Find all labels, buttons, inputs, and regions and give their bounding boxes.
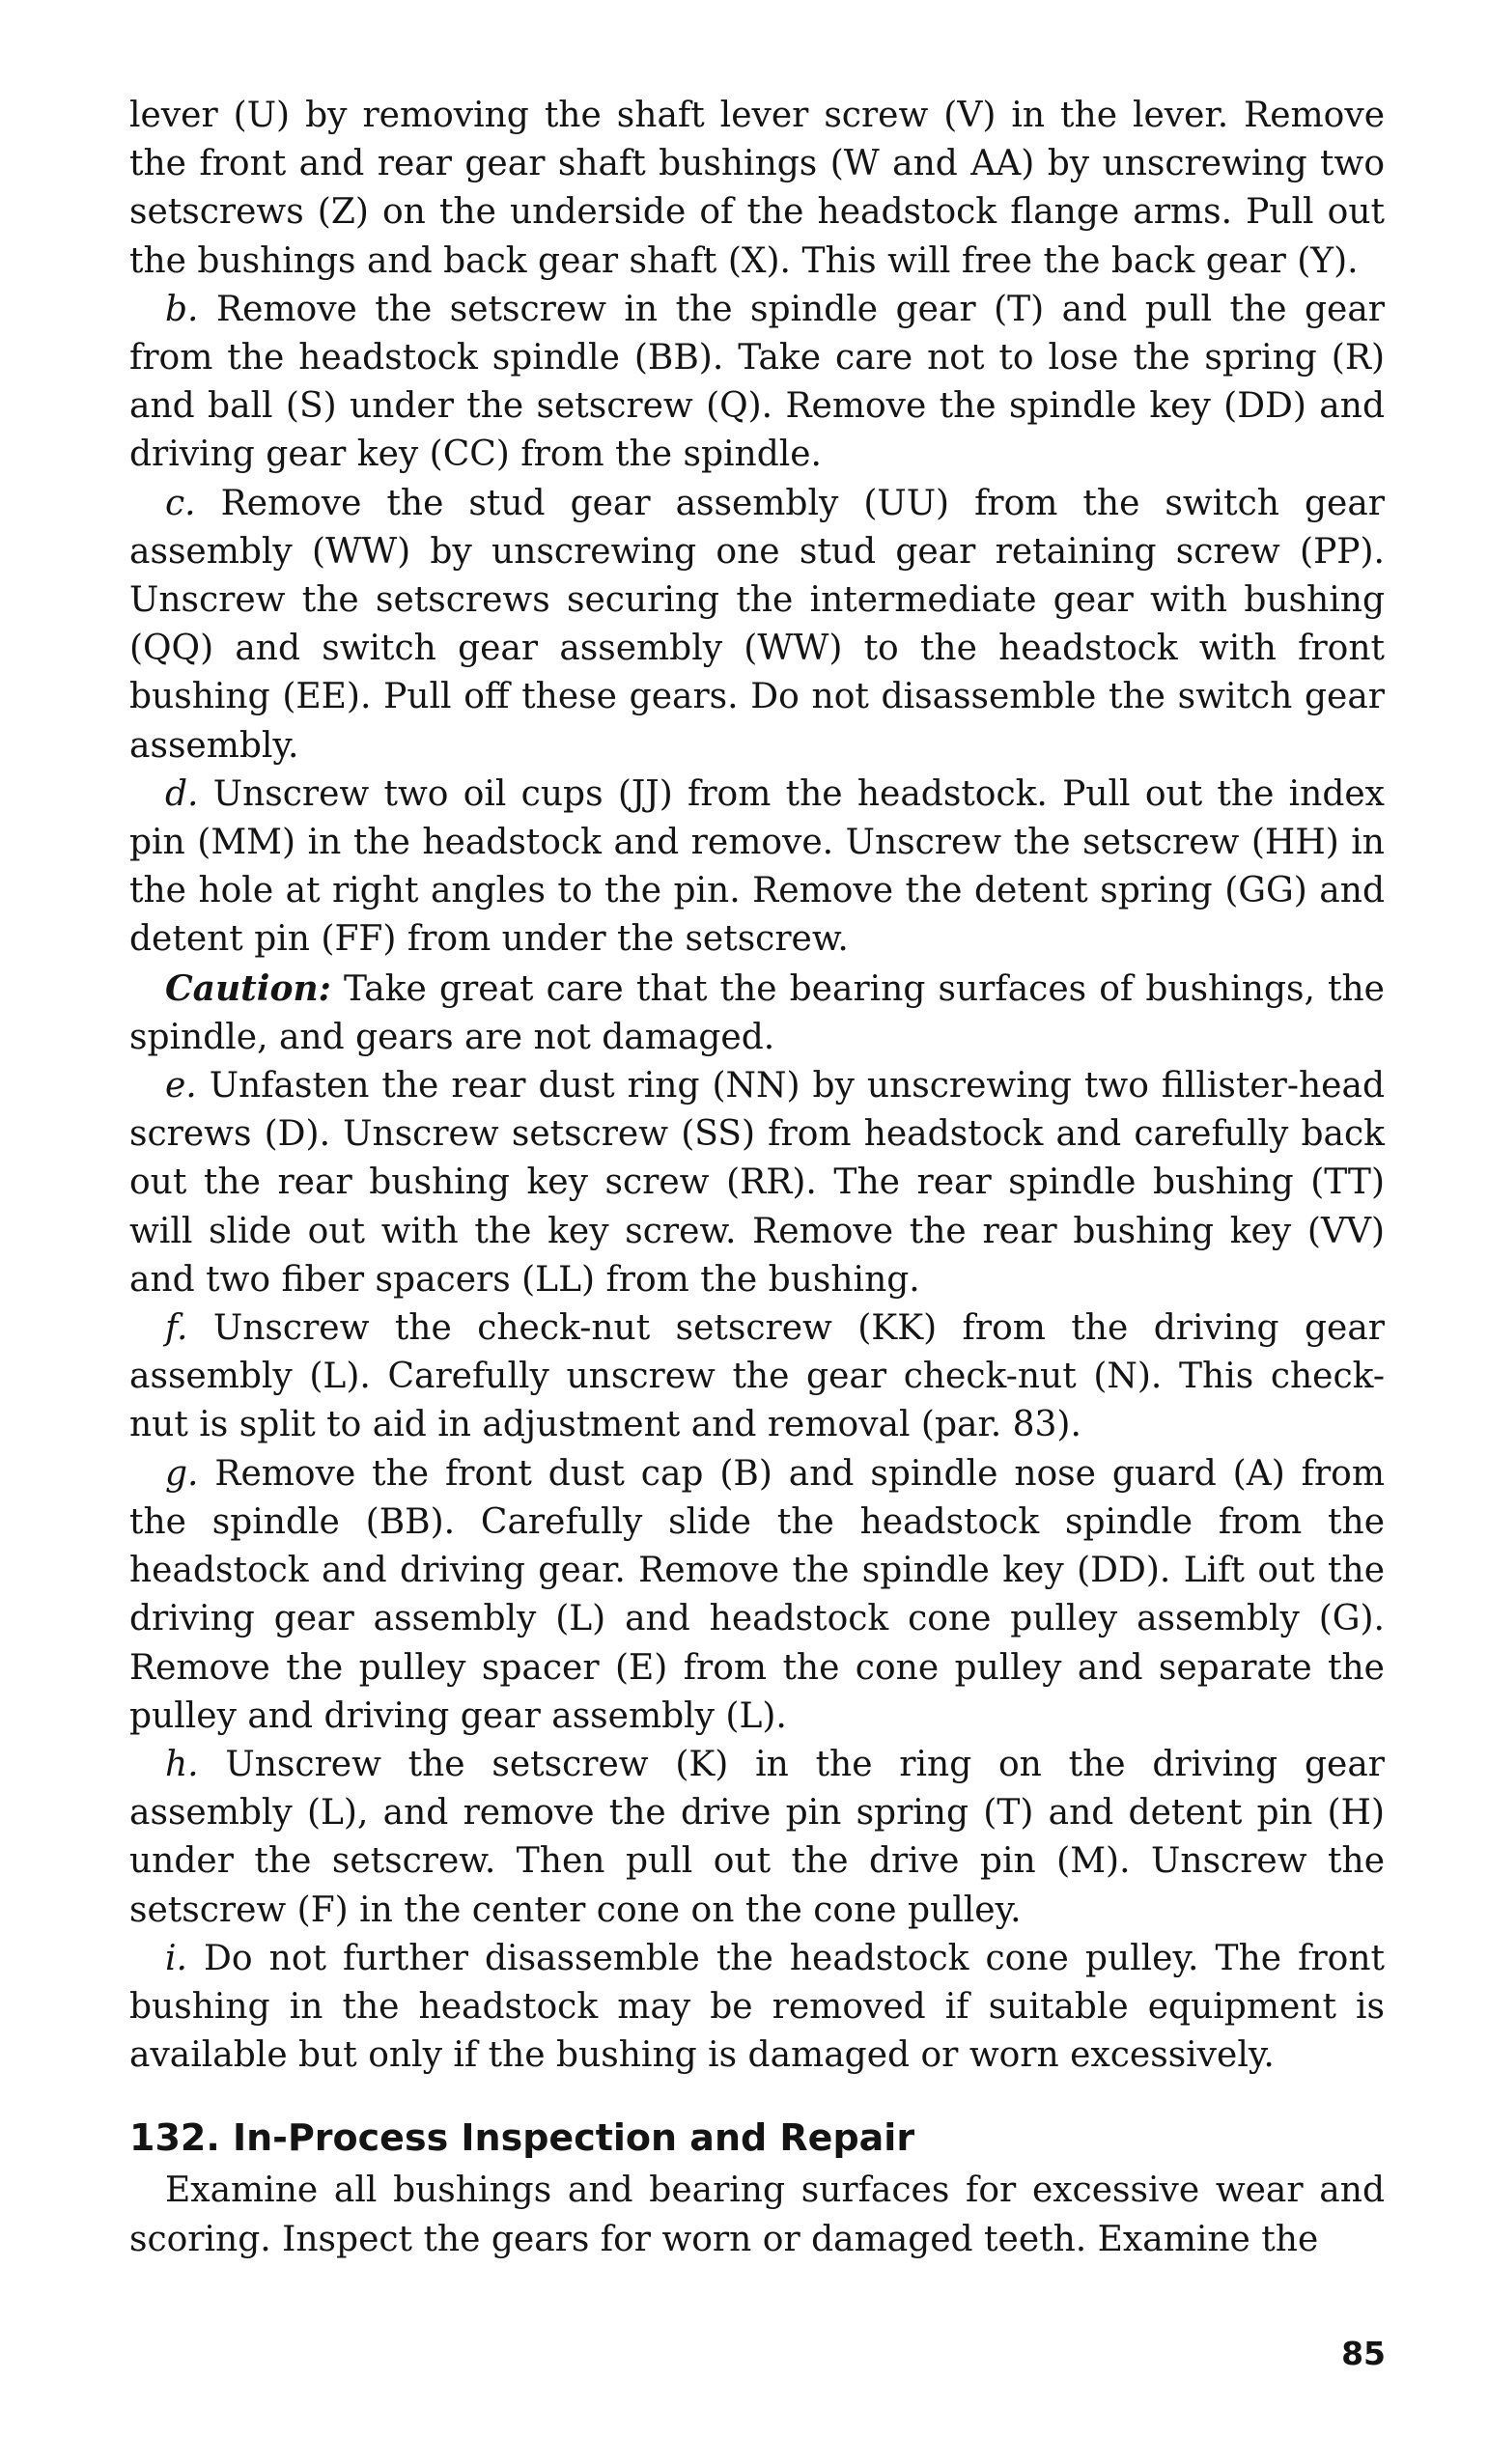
step-letter: f. (165, 1308, 188, 1349)
step-text: Unscrew the check-nut setscrew (KK) from the driving gear assembly (L). Carefully unscrew the gear check-nut (N). This check-nut is split to aid in adjustment and removal (par. 83). (129, 1308, 1385, 1445)
step-text: Remove the setscrew in the spindle gear (T) and pull the gear from the headstock spindle (BB). Take care not to lose the spring (R) and ball (S) under the setscrew (Q). Remove the spindle key (DD) and driving gear key (CC) from the spindle. (129, 289, 1385, 475)
step-c (129, 480, 1385, 770)
section-text: Examine all bushings and bearing surfaces for excessive wear and scoring. Inspect the gears for worn or damaged teeth. Examine the (129, 2170, 1385, 2259)
step-h (129, 1741, 1385, 1935)
step-d (129, 770, 1385, 965)
paragraph-text: lever (U) by removing the shaft lever screw (V) in the lever. Remove the front and rear gear shaft bushings (W and AA) by unscrewing two setscrews (Z) on the underside of the headstock flange arms. Pull out the bushings and back gear shaft (X). This will free the back gear (Y). (129, 96, 1385, 281)
step-i (129, 1935, 1385, 2081)
step-letter: i. (165, 1938, 187, 1978)
step-letter: c. (165, 483, 196, 523)
step-f (129, 1304, 1385, 1450)
step-text: Do not further disassemble the headstock cone pulley. The front bushing in the headstock may be removed if suitable equipment is available but only if the bushing is damaged or worn excessively. (129, 1938, 1385, 2076)
step-text: Unscrew the setscrew (K) in the ring on the driving gear assembly (L), and remove the drive pin spring (T) and detent pin (H) under the setscrew. Then pull out the drive pin (M). Unscrew the setscrew (F) in the center cone on the cone pulley. (129, 1744, 1385, 1930)
step-letter: d. (165, 773, 199, 814)
caution-text: Take great care that the bearing surfaces of bushings, the spindle, and gears are not damaged. (129, 968, 1385, 1057)
step-letter: b. (165, 289, 199, 329)
step-text: Unfasten the rear dust ring (NN) by unscrewing two fillister-head screws (D). Unscrew setscrew (SS) from headstock and carefully back out the rear bushing key screw (RR). The rear spindle bushing (TT) will slide out with the key screw. Remove the rear bushing key (VV) and two fiber spacers (LL) from the bushing. (129, 1066, 1385, 1300)
document-page (129, 92, 1385, 2264)
step-text: Remove the front dust cap (B) and spindle nose guard (A) from the spindle (BB). Carefully slide the headstock spindle from the headstock and driving gear. Remove the spindle key (DD). Lift out the driving gear assembly (L) and headstock cone pulley assembly (G). Remove the pulley spacer (E) from the cone pulley and separate the pulley and driving gear assembly (L). (129, 1453, 1385, 1736)
step-letter: h. (165, 1744, 199, 1784)
step-b (129, 286, 1385, 480)
section-paragraph (129, 2167, 1385, 2263)
caution-note (129, 965, 1385, 1062)
paragraph-continuation (129, 92, 1385, 286)
section-heading: 132. In-Process Inspection and Repair (129, 2116, 915, 2160)
step-text: Unscrew two oil cups (JJ) from the headstock. Pull out the index pin (MM) in the headstock and remove. Unscrew the setscrew (HH) in the hole at right angles to the pin. Remove the detent spring (GG) and detent pin (FF) from under the setscrew. (129, 773, 1385, 960)
step-letter: g. (165, 1453, 199, 1494)
step-g (129, 1450, 1385, 1741)
caution-label: Caution: (165, 967, 331, 1009)
step-letter: e. (165, 1066, 197, 1106)
page-number: 85 (1341, 2335, 1386, 2372)
step-text: Remove the stud gear assembly (UU) from the switch gear assembly (WW) by unscrewing one stud gear retaining screw (PP). Unscrew the setscrews securing the intermediate gear with bushing (QQ) and switch gear assembly (WW) to the headstock with front bushing (EE). Pull off these gears. Do not disassemble the switch gear assembly. (129, 483, 1385, 766)
step-e (129, 1062, 1385, 1304)
